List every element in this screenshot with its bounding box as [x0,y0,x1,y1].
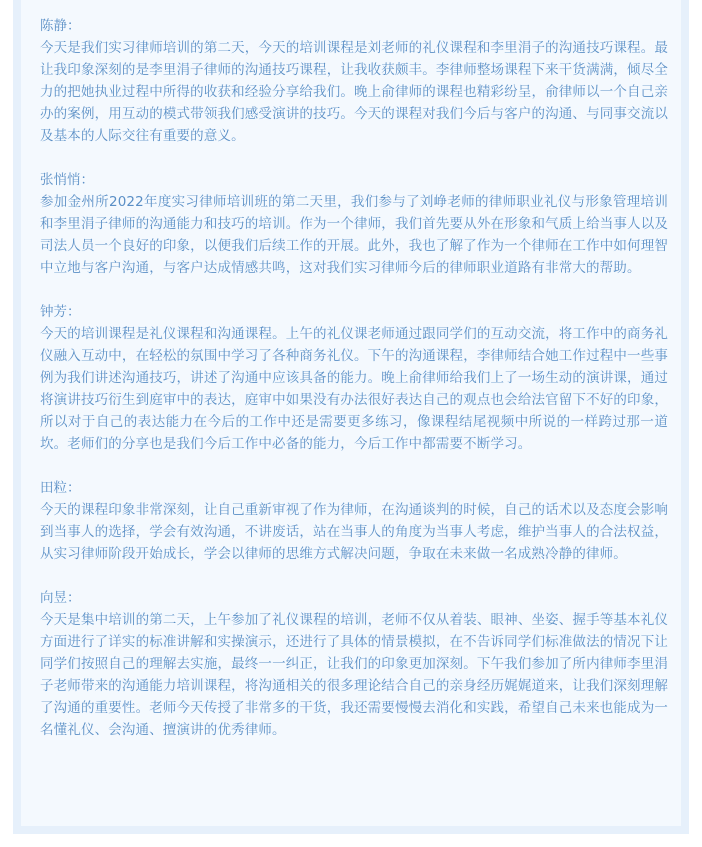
reflection-text: 今天是我们实习律师培训的第二天，今天的培训课程是刘老师的礼仪课程和李里涓子的沟通技巧课程。最让我印象深刻的是李里涓子律师的沟通技巧课程，让我收获颇丰。李律师整场课程下来干货满满，倾尽全力的把她执业过程中所得的收获和经验分享给我们。晚上俞律师的课程也精彩纷呈，俞律师以一个自己亲办的案例，用互动的模式带领我们感受演讲的技巧。今天的课程对我们今后与客户的沟通、与同事交流以及基本的人际交往有重要的意义。 [40,40,668,144]
reflection-text: 今天的课程印象非常深刻，让自己重新审视了作为律师，在沟通谈判的时候，自己的话术以及态度会影响到当事人的选择，学会有效沟通，不讲废话，站在当事人的角度为当事人考虑，维护当事人的合法权益，从实习律师阶段开始成长，学会以律师的思维方式解决问题，争取在未来做一名成熟冷静的律师。 [40,502,668,562]
reflection-text: 今天的培训课程是礼仪课程和沟通课程。上午的礼仪课老师通过跟同学们的互动交流，将工作中的商务礼仪融入互动中，在轻松的氛围中学习了各种商务礼仪。下午的沟通课程，李律师结合她工作过程中一些事例为我们讲述沟通技巧，讲述了沟通中应该具备的能力。晚上俞律师给我们上了一场生动的演讲课，通过将演讲技巧衍生到庭审中的表达，庭审中如果没有办法很好表达自己的观点也会给法官留下不好的印象，所以对于自己的表达能力在今后的工作中还是需要更多练习，像课程结尾视频中所说的一样跨过那一道坎。老师们的分享也是我们今后工作中必备的能力，今后工作中都需要不断学习。 [40,326,668,452]
author-name: 钟芳： [40,304,81,320]
author-name: 向昱： [40,590,81,606]
reflection-entry [40,587,668,741]
reflection-text: 参加金州所2022年度实习律师培训班的第二天里，我们参与了刘峥老师的律师职业礼仪与形象管理培训和李里涓子律师的沟通能力和技巧的培训。作为一个律师，我们首先要从外在形象和气质上给当事人以及司法人员一个良好的印象，以便我们后续工作的开展。此外，我也了解了作为一个律师在工作中如何理智中立地与客户沟通，与客户达成情感共鸣，这对我们实习律师今后的律师职业道路有非常大的帮助。 [40,194,668,276]
reflection-entry [40,301,668,455]
reflection-entry [40,15,668,147]
reflection-entry [40,477,668,565]
author-name: 田粒： [40,480,81,496]
reflections-list [40,15,668,763]
author-name: 陈静： [40,18,81,34]
author-name: 张悄悄： [40,172,94,188]
reflection-text: 今天是集中培训的第二天，上午参加了礼仪课程的培训，老师不仅从着装、眼神、坐姿、握手等基本礼仪方面进行了详实的标准讲解和实操演示，还进行了具体的情景模拟，在不告诉同学们标准做法的情况下让同学们按照自己的理解去实施，最终一一纠正，让我们的印象更加深刻。下午我们参加了所内律师李里涓子老师带来的沟通能力培训课程，将沟通相关的很多理论结合自己的亲身经历娓娓道来，让我们深刻理解了沟通的重要性。老师今天传授了非常多的干货，我还需要慢慢去消化和实践，希望自己未来也能成为一名懂礼仪、会沟通、擅演讲的优秀律师。 [40,612,668,738]
reflection-entry [40,169,668,279]
